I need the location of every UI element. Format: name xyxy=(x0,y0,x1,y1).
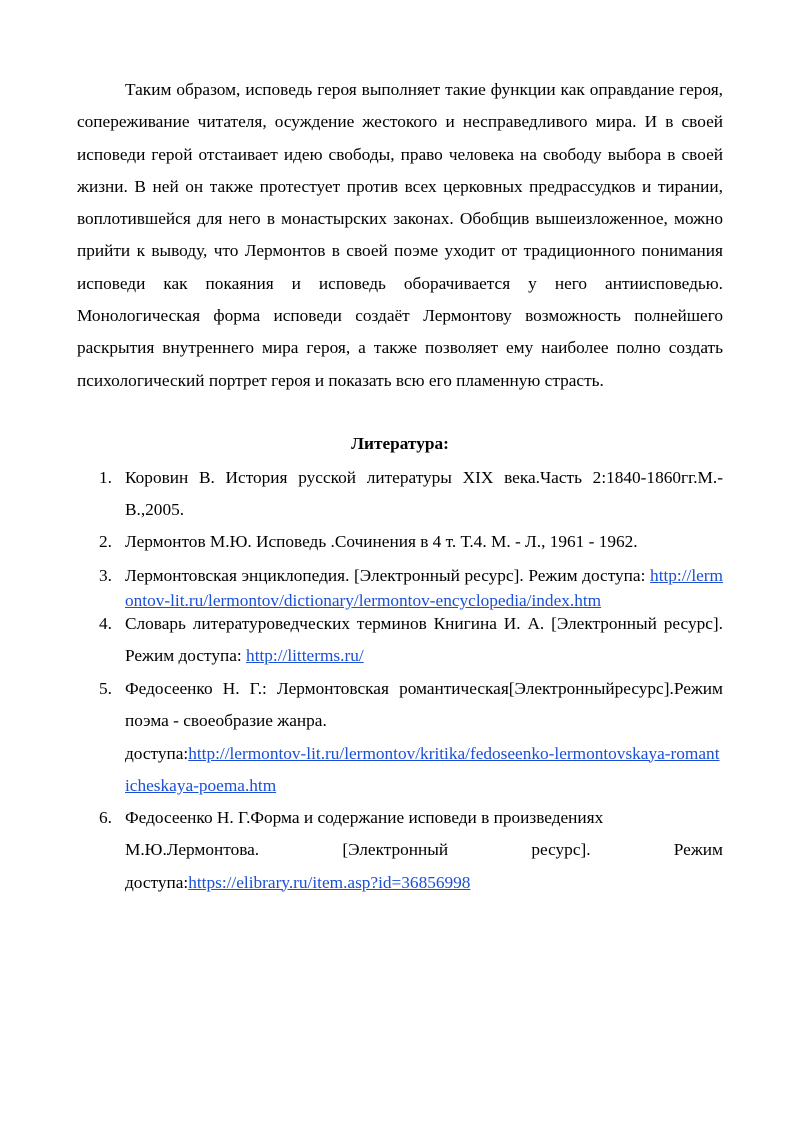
reference-word: [Электронный xyxy=(508,679,615,698)
reference-number: 3. xyxy=(99,566,112,585)
reference-text: Федосеенко Н. Г.Форма и содержание исповеди в произведениях xyxy=(125,808,604,827)
reference-link[interactable]: http://litterms.ru/ xyxy=(246,646,364,666)
reference-item-1 xyxy=(99,462,723,527)
reference-link[interactable]: http://lermontov-lit.ru/lermontov/dictionary/lermontov-encyclopedia/index.htm xyxy=(125,566,724,610)
reference-text: Федосеенко Н. Г.: Лермонтовская романтическая поэма - своеобразие жанра. xyxy=(125,679,509,731)
reference-text: Словарь литературоведческих терминов Книгина И. А. [Электронный ресурс]. Режим доступа: xyxy=(125,614,723,666)
reference-number: 1. xyxy=(99,468,112,487)
reference-item-6 xyxy=(99,802,723,899)
reference-word: ресурс]. xyxy=(614,679,674,698)
reference-number: 2. xyxy=(99,532,112,551)
reference-number: 5. xyxy=(99,679,112,698)
reference-item-2 xyxy=(99,526,723,558)
reference-word: М.Ю.Лермонтова. xyxy=(125,840,260,860)
reference-line xyxy=(125,867,723,899)
references-heading: Литература: xyxy=(351,434,449,453)
reference-item-3 xyxy=(99,563,724,613)
reference-text: Коровин В. История русской литературы XIX века.Часть 2:1840-1860гг.М.-В.,2005. xyxy=(125,468,723,520)
reference-item-4 xyxy=(99,608,723,673)
reference-line xyxy=(125,673,723,738)
reference-word: Режим xyxy=(673,679,723,698)
reference-word: Режим xyxy=(673,840,723,860)
reference-prefix: доступа: xyxy=(125,743,189,763)
conclusion-paragraph: Таким образом, исповедь героя выполняет такие функции как оправдание героя, сопереживание читателя, осуждение жестокого и несправедливого мира. И в своей исповеди герой отстаивает идею свободы, право человека на свободу выбора в своей жизни. В ней он также протестует против всех церковных предрассудков и тирании, воплотившейся для него в монастырских законах. Обобщив вышеизложенное, можно прийти к выводу, что Лермонтов в своей поэме уходит от традиционного понимания исповеди как покаяния и исповедь оборачивается у него антиисповедью. Монологическая форма исповеди создаёт Лермонтову возможность полнейшего раскрытия внутреннего мира героя, а также позволяет ему наиболее полно создать психологический портрет героя и показать всю его пламенную страсть. xyxy=(77,80,723,390)
reference-line xyxy=(125,834,723,866)
reference-word: [Электронный xyxy=(342,840,449,860)
reference-link[interactable]: https://elibrary.ru/item.asp?id=36856998 xyxy=(188,872,471,892)
reference-link[interactable]: http://lermontov-lit.ru/lermontov/kritika/fedoseenko-lermontovskaya-romanticheskaya-poema.htm xyxy=(125,743,720,795)
reference-line xyxy=(125,802,723,834)
reference-prefix: доступа: xyxy=(125,872,189,892)
reference-line xyxy=(125,738,723,803)
reference-number: 6. xyxy=(99,808,112,827)
reference-number: 4. xyxy=(99,614,112,633)
reference-item-5 xyxy=(99,673,723,802)
reference-text: Лермонтовская энциклопедия. [Электронный ресурс]. Режим доступа: xyxy=(125,566,646,585)
reference-word: ресурс]. xyxy=(531,840,591,860)
reference-text: Лермонтов М.Ю. Исповедь .Сочинения в 4 т. Т.4. М. - Л., 1961 - 1962. xyxy=(125,532,638,551)
